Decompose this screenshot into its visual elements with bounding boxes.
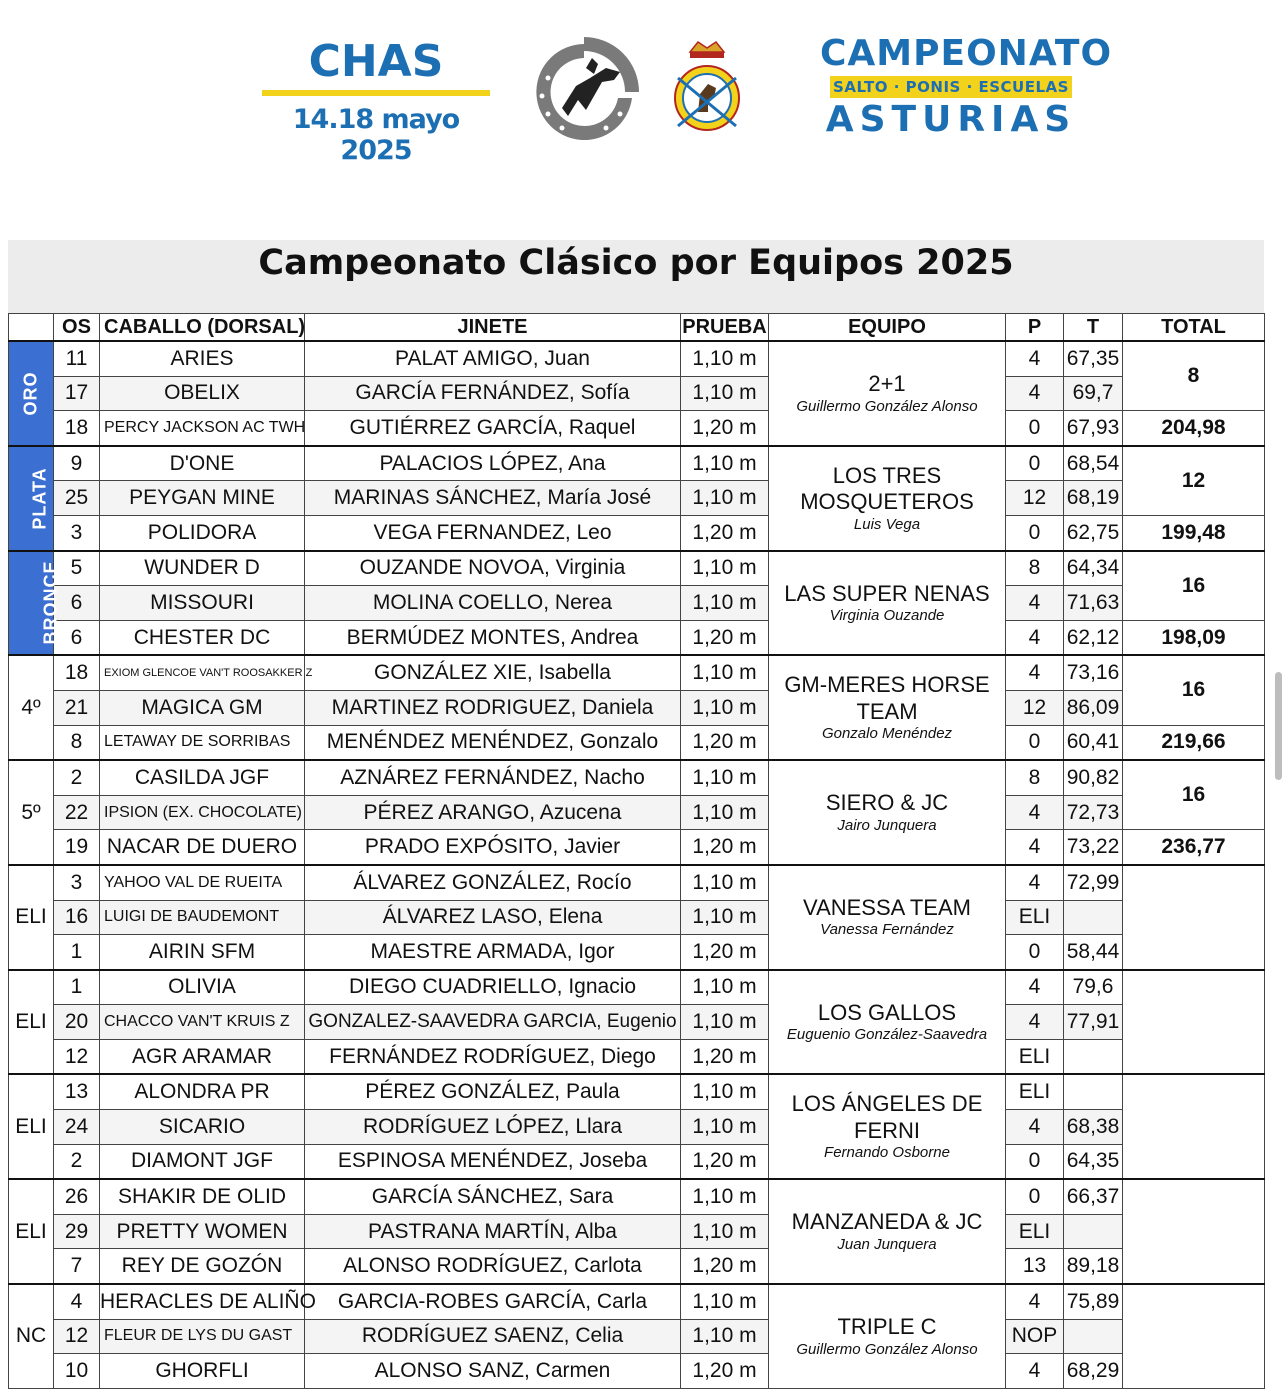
horse-cell: MAGICA GM bbox=[100, 690, 305, 725]
position-cell: NC bbox=[9, 1284, 54, 1388]
team-cell bbox=[769, 1074, 1006, 1179]
time-cell: 73,16 bbox=[1064, 655, 1123, 690]
team-name: LOS TRES MOSQUETEROS bbox=[800, 462, 974, 515]
table-body bbox=[9, 341, 1265, 1388]
os-cell: 26 bbox=[54, 1179, 100, 1214]
os-cell: 17 bbox=[54, 376, 100, 411]
os-cell: 9 bbox=[54, 446, 100, 481]
time-cell: 75,89 bbox=[1064, 1284, 1123, 1319]
time-cell: 67,35 bbox=[1064, 341, 1123, 376]
time-cell: 77,91 bbox=[1064, 1005, 1123, 1040]
table-row bbox=[9, 1005, 1265, 1040]
prueba-cell: 1,10 m bbox=[681, 1074, 769, 1109]
campeonato-title: CAMPEONATO bbox=[820, 33, 1113, 74]
total-empty bbox=[1123, 1074, 1265, 1179]
time-cell: 62,12 bbox=[1064, 620, 1123, 655]
rider-cell: VEGA FERNANDEZ, Leo bbox=[305, 515, 681, 550]
chas-title: CHAS bbox=[308, 36, 444, 87]
rider-cell: PÉREZ ARANGO, Azucena bbox=[305, 795, 681, 830]
horse-cell: DIAMONT JGF bbox=[100, 1144, 305, 1179]
penalty-cell: 4 bbox=[1006, 1354, 1064, 1389]
team-name: LOS GALLOS bbox=[817, 999, 957, 1025]
penalty-cell: NOP bbox=[1006, 1319, 1064, 1354]
time-cell bbox=[1064, 1319, 1123, 1354]
os-cell: 29 bbox=[54, 1214, 100, 1249]
horse-cell: YAHOO VAL DE RUEITA bbox=[100, 865, 305, 900]
rider-cell: ÁLVAREZ GONZÁLEZ, Rocío bbox=[305, 865, 681, 900]
penalty-cell: 0 bbox=[1006, 515, 1064, 550]
time-cell: 86,09 bbox=[1064, 690, 1123, 725]
chas-divider bbox=[262, 90, 490, 96]
team-captain: Virginia Ouzande bbox=[829, 607, 945, 625]
rider-cell: GONZALEZ-SAAVEDRA GARCIA, Eugenio bbox=[305, 1005, 681, 1040]
team-cell bbox=[769, 655, 1006, 760]
campeonato-sub: ASTURIAS bbox=[825, 99, 1077, 140]
time-cell: 73,22 bbox=[1064, 830, 1123, 865]
horse-cell: PRETTY WOMEN bbox=[100, 1214, 305, 1249]
time-cell: 66,37 bbox=[1064, 1179, 1123, 1214]
table-row bbox=[9, 655, 1265, 690]
col-os: OS bbox=[54, 314, 100, 342]
col-t: T bbox=[1064, 314, 1123, 342]
penalty-cell: 4 bbox=[1006, 1284, 1064, 1319]
rider-cell: MAESTRE ARMADA, Igor bbox=[305, 935, 681, 970]
team-captain: Guillermo González Alonso bbox=[796, 1340, 978, 1358]
horse-cell: CHACCO VAN'T KRUIS Z bbox=[100, 1005, 305, 1040]
team-captain: Juan Junquera bbox=[837, 1235, 937, 1253]
os-cell: 4 bbox=[54, 1284, 100, 1319]
rider-cell: GARCÍA FERNÁNDEZ, Sofía bbox=[305, 376, 681, 411]
rider-cell: ALONSO SANZ, Carmen bbox=[305, 1354, 681, 1389]
team-captain: Guillermo González Alonso bbox=[796, 397, 978, 415]
table-row bbox=[9, 865, 1265, 900]
team-cell bbox=[769, 865, 1006, 970]
team-captain: Vanessa Fernández bbox=[820, 921, 954, 939]
team-cell bbox=[769, 341, 1006, 446]
penalty-cell: 4 bbox=[1006, 830, 1064, 865]
col-p: P bbox=[1006, 314, 1064, 342]
os-cell: 3 bbox=[54, 865, 100, 900]
horse-cell: IPSION (EX. CHOCOLATE) bbox=[100, 795, 305, 830]
prueba-cell: 1,10 m bbox=[681, 551, 769, 586]
team-captain: Euguenio González-Saavedra bbox=[786, 1026, 988, 1044]
prueba-cell: 1,10 m bbox=[681, 900, 769, 935]
rider-cell: PASTRANA MARTÍN, Alba bbox=[305, 1214, 681, 1249]
horse-cell: D'ONE bbox=[100, 446, 305, 481]
table-row bbox=[9, 481, 1265, 516]
time-cell: 90,82 bbox=[1064, 760, 1123, 795]
os-cell: 21 bbox=[54, 690, 100, 725]
rider-cell: AZNÁREZ FERNÁNDEZ, Nacho bbox=[305, 760, 681, 795]
prueba-cell: 1,20 m bbox=[681, 1144, 769, 1179]
penalty-cell: 4 bbox=[1006, 1110, 1064, 1145]
prueba-cell: 1,10 m bbox=[681, 970, 769, 1005]
time-cell bbox=[1064, 900, 1123, 935]
prueba-cell: 1,10 m bbox=[681, 1319, 769, 1354]
table-row bbox=[9, 1249, 1265, 1284]
os-cell: 2 bbox=[54, 1144, 100, 1179]
col-team: EQUIPO bbox=[769, 314, 1006, 342]
horse-cell: CASILDA JGF bbox=[100, 760, 305, 795]
penalty-cell: 4 bbox=[1006, 865, 1064, 900]
os-cell: 25 bbox=[54, 481, 100, 516]
team-cell bbox=[769, 760, 1006, 865]
table-row bbox=[9, 586, 1265, 621]
total-points: 16 bbox=[1123, 760, 1265, 830]
penalty-cell: 0 bbox=[1006, 725, 1064, 760]
table-row bbox=[9, 1354, 1265, 1389]
penalty-cell: ELI bbox=[1006, 900, 1064, 935]
penalty-cell: 4 bbox=[1006, 655, 1064, 690]
col-pos bbox=[9, 314, 54, 342]
prueba-cell: 1,20 m bbox=[681, 620, 769, 655]
campeonato-band: SALTO · PONIS · ESCUELAS bbox=[830, 76, 1072, 98]
team-captain: Gonzalo Menéndez bbox=[821, 725, 953, 743]
team-name: TRIPLE C bbox=[837, 1314, 937, 1340]
rider-cell: PALACIOS LÓPEZ, Ana bbox=[305, 446, 681, 481]
penalty-cell: 0 bbox=[1006, 935, 1064, 970]
total-points: 12 bbox=[1123, 446, 1265, 516]
prueba-cell: 1,20 m bbox=[681, 725, 769, 760]
team-captain: Jairo Junquera bbox=[837, 816, 937, 834]
rider-cell: GARCÍA SÁNCHEZ, Sara bbox=[305, 1179, 681, 1214]
table-row bbox=[9, 1284, 1265, 1319]
penalty-cell: 4 bbox=[1006, 586, 1064, 621]
horse-cell: PEYGAN MINE bbox=[100, 481, 305, 516]
horse-cell: REY DE GOZÓN bbox=[100, 1249, 305, 1284]
time-cell: 72,99 bbox=[1064, 865, 1123, 900]
rider-cell: GUTIÉRREZ GARCÍA, Raquel bbox=[305, 411, 681, 446]
team-name: VANESSA TEAM bbox=[803, 895, 971, 921]
prueba-cell: 1,20 m bbox=[681, 1039, 769, 1074]
page-title: Campeonato Clásico por Equipos 2025 bbox=[258, 243, 1014, 283]
team-name: LAS SUPER NENAS bbox=[784, 580, 990, 606]
os-cell: 1 bbox=[54, 935, 100, 970]
prueba-cell: 1,20 m bbox=[681, 1354, 769, 1389]
prueba-cell: 1,10 m bbox=[681, 481, 769, 516]
table-row bbox=[9, 1214, 1265, 1249]
prueba-cell: 1,20 m bbox=[681, 935, 769, 970]
time-cell: 72,73 bbox=[1064, 795, 1123, 830]
prueba-cell: 1,10 m bbox=[681, 760, 769, 795]
position-cell: ELI bbox=[9, 970, 54, 1075]
table-row bbox=[9, 1144, 1265, 1179]
table-row bbox=[9, 760, 1265, 795]
os-cell: 5 bbox=[54, 551, 100, 586]
penalty-cell: 8 bbox=[1006, 760, 1064, 795]
table-row bbox=[9, 376, 1265, 411]
time-cell: 62,75 bbox=[1064, 515, 1123, 550]
time-cell: 67,93 bbox=[1064, 411, 1123, 446]
os-cell: 19 bbox=[54, 830, 100, 865]
horse-cell: ARIES bbox=[100, 341, 305, 376]
horse-cell: PERCY JACKSON AC TWH bbox=[100, 411, 305, 446]
col-total: TOTAL bbox=[1123, 314, 1265, 342]
time-cell: 68,54 bbox=[1064, 446, 1123, 481]
horse-cell: AGR ARAMAR bbox=[100, 1039, 305, 1074]
prueba-cell: 1,10 m bbox=[681, 795, 769, 830]
rider-cell: PRADO EXPÓSITO, Javier bbox=[305, 830, 681, 865]
team-cell bbox=[769, 1179, 1006, 1284]
os-cell: 2 bbox=[54, 760, 100, 795]
table-row bbox=[9, 1110, 1265, 1145]
scrollbar[interactable] bbox=[1275, 672, 1282, 780]
title-band bbox=[8, 240, 1264, 314]
rider-cell: GARCIA-ROBES GARCÍA, Carla bbox=[305, 1284, 681, 1319]
horse-cell: AIRIN SFM bbox=[100, 935, 305, 970]
rider-cell: OUZANDE NOVOA, Virginia bbox=[305, 551, 681, 586]
os-cell: 20 bbox=[54, 1005, 100, 1040]
prueba-cell: 1,10 m bbox=[681, 690, 769, 725]
prueba-cell: 1,20 m bbox=[681, 830, 769, 865]
penalty-cell: 8 bbox=[1006, 551, 1064, 586]
rider-cell: ALONSO RODRÍGUEZ, Carlota bbox=[305, 1249, 681, 1284]
team-name: SIERO & JC bbox=[825, 790, 949, 816]
prueba-cell: 1,10 m bbox=[681, 1284, 769, 1319]
rider-cell: ESPINOSA MENÉNDEZ, Joseba bbox=[305, 1144, 681, 1179]
time-cell: 64,34 bbox=[1064, 551, 1123, 586]
table-header bbox=[9, 314, 1265, 342]
total-points: 8 bbox=[1123, 341, 1265, 411]
rider-cell: MARINAS SÁNCHEZ, María José bbox=[305, 481, 681, 516]
horse-cell: LUIGI DE BAUDEMONT bbox=[100, 900, 305, 935]
position-cell bbox=[9, 551, 61, 656]
total-time: 219,66 bbox=[1123, 725, 1265, 760]
team-name: 2+1 bbox=[868, 371, 906, 397]
team-name: GM-MERES HORSE TEAM bbox=[784, 672, 990, 724]
team-captain: Luis Vega bbox=[853, 515, 921, 533]
table-row bbox=[9, 690, 1265, 725]
horse-cell: LETAWAY DE SORRIBAS bbox=[100, 725, 305, 760]
penalty-cell: 4 bbox=[1006, 620, 1064, 655]
horse-cell: POLIDORA bbox=[100, 515, 305, 550]
horse-cell: FLEUR DE LYS DU GAST bbox=[100, 1319, 305, 1354]
prueba-cell: 1,20 m bbox=[681, 1249, 769, 1284]
time-cell: 89,18 bbox=[1064, 1249, 1123, 1284]
os-cell: 1 bbox=[54, 970, 100, 1005]
table-row bbox=[9, 1179, 1265, 1214]
time-cell: 68,38 bbox=[1064, 1110, 1123, 1145]
col-prueba: PRUEBA bbox=[681, 314, 769, 342]
horse-cell: HERACLES DE ALIÑO bbox=[100, 1284, 305, 1319]
os-cell: 24 bbox=[54, 1110, 100, 1145]
penalty-cell: 4 bbox=[1006, 795, 1064, 830]
results-table bbox=[8, 313, 1265, 1389]
total-time: 236,77 bbox=[1123, 830, 1265, 865]
horse-cell: SHAKIR DE OLID bbox=[100, 1179, 305, 1214]
os-cell: 16 bbox=[54, 900, 100, 935]
os-cell: 18 bbox=[54, 655, 100, 690]
total-time: 198,09 bbox=[1123, 620, 1265, 655]
penalty-cell: 4 bbox=[1006, 376, 1064, 411]
horse-cell: MISSOURI bbox=[100, 586, 305, 621]
horse-cell: OLIVIA bbox=[100, 970, 305, 1005]
os-cell: 3 bbox=[54, 515, 100, 550]
table-row bbox=[9, 1074, 1265, 1109]
team-captain: Fernando Osborne bbox=[824, 1144, 950, 1162]
table-row bbox=[9, 900, 1265, 935]
col-rider: JINETE bbox=[305, 314, 681, 342]
penalty-cell: 12 bbox=[1006, 690, 1064, 725]
time-cell bbox=[1064, 1039, 1123, 1074]
rider-cell: RODRÍGUEZ LÓPEZ, Llara bbox=[305, 1110, 681, 1145]
chas-logo bbox=[262, 38, 490, 166]
os-cell: 12 bbox=[54, 1319, 100, 1354]
os-cell: 6 bbox=[54, 620, 100, 655]
horse-cell: GHORFLI bbox=[100, 1354, 305, 1389]
time-cell: 58,44 bbox=[1064, 935, 1123, 970]
horse-jump-horseshoe-icon bbox=[528, 38, 640, 142]
table-row bbox=[9, 446, 1265, 481]
os-cell: 13 bbox=[54, 1074, 100, 1109]
prueba-cell: 1,20 m bbox=[681, 515, 769, 550]
time-cell bbox=[1064, 1074, 1123, 1109]
table-row bbox=[9, 725, 1265, 760]
prueba-cell: 1,10 m bbox=[681, 1005, 769, 1040]
time-cell: 68,19 bbox=[1064, 481, 1123, 516]
rider-cell: PALAT AMIGO, Juan bbox=[305, 341, 681, 376]
penalty-cell: 4 bbox=[1006, 1005, 1064, 1040]
rider-cell: RODRÍGUEZ SAENZ, Celia bbox=[305, 1319, 681, 1354]
penalty-cell: 0 bbox=[1006, 1179, 1064, 1214]
penalty-cell: 13 bbox=[1006, 1249, 1064, 1284]
position-label: PLATA bbox=[29, 467, 50, 530]
prueba-cell: 1,10 m bbox=[681, 865, 769, 900]
time-cell: 64,35 bbox=[1064, 1144, 1123, 1179]
os-cell: 18 bbox=[54, 411, 100, 446]
team-cell bbox=[769, 446, 1006, 551]
total-time: 199,48 bbox=[1123, 515, 1265, 550]
team-name: MANZANEDA & JC bbox=[791, 1209, 983, 1235]
prueba-cell: 1,20 m bbox=[681, 411, 769, 446]
table-row bbox=[9, 411, 1265, 446]
time-cell: 60,41 bbox=[1064, 725, 1123, 760]
table-row bbox=[9, 935, 1265, 970]
penalty-cell: 12 bbox=[1006, 481, 1064, 516]
time-cell bbox=[1064, 1214, 1123, 1249]
prueba-cell: 1,10 m bbox=[681, 1214, 769, 1249]
prueba-cell: 1,10 m bbox=[681, 1110, 769, 1145]
os-cell: 12 bbox=[54, 1039, 100, 1074]
penalty-cell: 0 bbox=[1006, 411, 1064, 446]
prueba-cell: 1,10 m bbox=[681, 1179, 769, 1214]
table-row bbox=[9, 795, 1265, 830]
total-time: 204,98 bbox=[1123, 411, 1265, 446]
horse-cell: EXIOM GLENCOE VAN'T ROOSAKKER Z bbox=[100, 655, 305, 690]
rider-cell: FERNÁNDEZ RODRÍGUEZ, Diego bbox=[305, 1039, 681, 1074]
horse-cell: WUNDER D bbox=[100, 551, 305, 586]
table-row bbox=[9, 341, 1265, 376]
chas-dates: 14.18 mayo 2025 bbox=[292, 104, 460, 166]
total-points: 16 bbox=[1123, 655, 1265, 725]
table-row bbox=[9, 1319, 1265, 1354]
penalty-cell: 0 bbox=[1006, 1144, 1064, 1179]
horse-cell: CHESTER DC bbox=[100, 620, 305, 655]
table-row bbox=[9, 551, 1265, 586]
rider-cell: PÉREZ GONZÁLEZ, Paula bbox=[305, 1074, 681, 1109]
federation-crest-icon bbox=[668, 38, 746, 138]
prueba-cell: 1,10 m bbox=[681, 586, 769, 621]
total-empty bbox=[1123, 1179, 1265, 1284]
penalty-cell: 0 bbox=[1006, 446, 1064, 481]
time-cell: 69,7 bbox=[1064, 376, 1123, 411]
rider-cell: BERMÚDEZ MONTES, Andrea bbox=[305, 620, 681, 655]
position-label: ORO bbox=[20, 371, 41, 416]
total-points: 16 bbox=[1123, 551, 1265, 621]
prueba-cell: 1,10 m bbox=[681, 446, 769, 481]
position-label: BRONCE bbox=[40, 560, 61, 645]
horse-cell: OBELIX bbox=[100, 376, 305, 411]
prueba-cell: 1,10 m bbox=[681, 341, 769, 376]
horse-cell: NACAR DE DUERO bbox=[100, 830, 305, 865]
os-cell: 7 bbox=[54, 1249, 100, 1284]
rider-cell: MOLINA COELLO, Nerea bbox=[305, 586, 681, 621]
os-cell: 8 bbox=[54, 725, 100, 760]
position-cell: ELI bbox=[9, 1074, 54, 1179]
os-cell: 22 bbox=[54, 795, 100, 830]
time-cell: 71,63 bbox=[1064, 586, 1123, 621]
position-cell: ELI bbox=[9, 865, 54, 970]
position-cell: ELI bbox=[9, 1179, 54, 1284]
col-horse: CABALLO (DORSAL) bbox=[100, 314, 305, 342]
team-cell bbox=[769, 970, 1006, 1075]
total-empty bbox=[1123, 1284, 1265, 1388]
os-cell: 10 bbox=[54, 1354, 100, 1389]
table-row bbox=[9, 970, 1265, 1005]
table-row bbox=[9, 830, 1265, 865]
campeonato-logo bbox=[820, 33, 1113, 140]
rider-cell: MARTINEZ RODRIGUEZ, Daniela bbox=[305, 690, 681, 725]
team-name: LOS ÁNGELES DE FERNI bbox=[791, 1091, 983, 1143]
penalty-cell: ELI bbox=[1006, 1074, 1064, 1109]
os-cell: 6 bbox=[54, 586, 100, 621]
total-empty bbox=[1123, 970, 1265, 1075]
rider-cell: GONZÁLEZ XIE, Isabella bbox=[305, 655, 681, 690]
rider-cell: ÁLVAREZ LASO, Elena bbox=[305, 900, 681, 935]
position-cell: 5º bbox=[9, 760, 54, 865]
horse-cell: ALONDRA PR bbox=[100, 1074, 305, 1109]
horse-cell: SICARIO bbox=[100, 1110, 305, 1145]
team-cell bbox=[769, 1284, 1006, 1388]
table-row bbox=[9, 515, 1265, 550]
penalty-cell: ELI bbox=[1006, 1214, 1064, 1249]
time-cell: 68,29 bbox=[1064, 1354, 1123, 1389]
rider-cell: MENÉNDEZ MENÉNDEZ, Gonzalo bbox=[305, 725, 681, 760]
rider-cell: DIEGO CUADRIELLO, Ignacio bbox=[305, 970, 681, 1005]
position-cell bbox=[9, 446, 54, 551]
position-cell: 4º bbox=[9, 655, 54, 760]
header bbox=[0, 0, 1284, 230]
table-row bbox=[9, 620, 1265, 655]
table-row bbox=[9, 1039, 1265, 1074]
os-cell: 11 bbox=[54, 341, 100, 376]
team-cell bbox=[769, 551, 1006, 656]
penalty-cell: 4 bbox=[1006, 970, 1064, 1005]
position-cell bbox=[9, 341, 54, 446]
penalty-cell: ELI bbox=[1006, 1039, 1064, 1074]
total-empty bbox=[1123, 865, 1265, 970]
penalty-cell: 4 bbox=[1006, 341, 1064, 376]
time-cell: 79,6 bbox=[1064, 970, 1123, 1005]
prueba-cell: 1,10 m bbox=[681, 376, 769, 411]
prueba-cell: 1,10 m bbox=[681, 655, 769, 690]
